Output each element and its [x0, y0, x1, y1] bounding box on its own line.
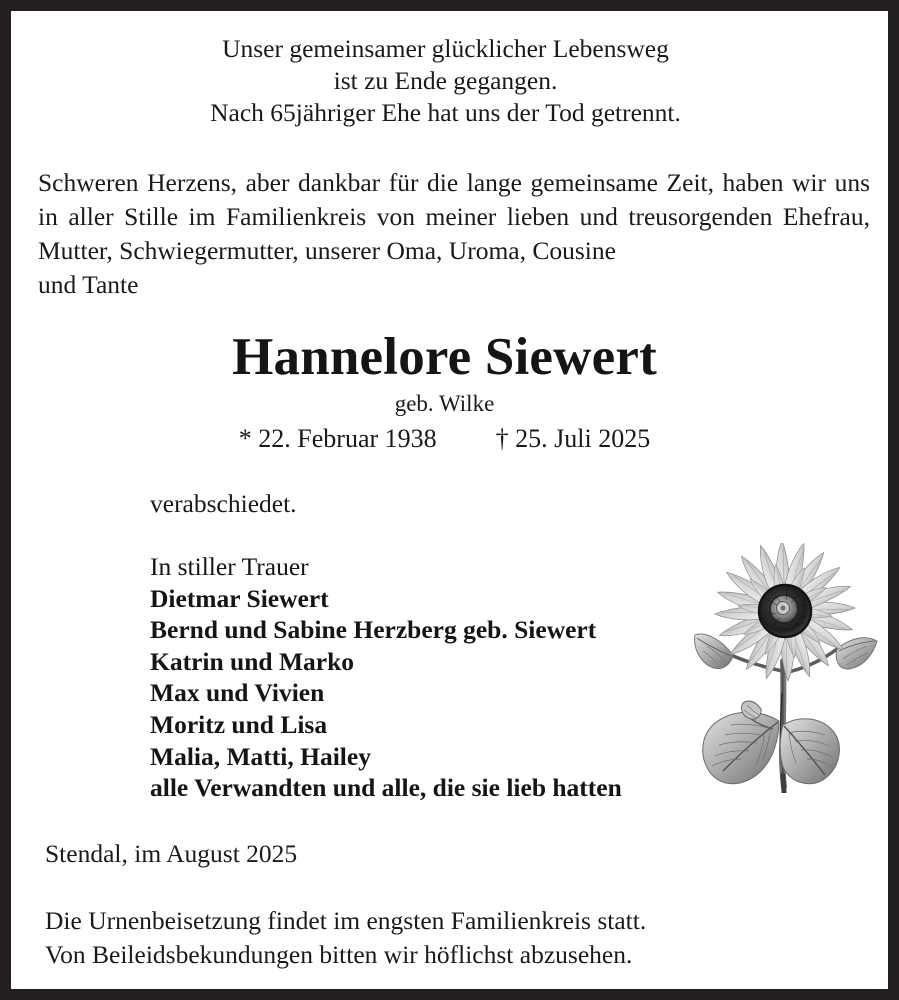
deceased-name-block — [11, 326, 888, 455]
mourners-intro: In stiller Trauer — [150, 552, 309, 581]
mourner-name: Moritz und Lisa — [150, 709, 328, 739]
life-dates — [11, 423, 878, 455]
farewell-text: verabschiedet. — [150, 489, 297, 518]
mourner-name: alle Verwandten und alle, die sie lieb hatten — [150, 773, 622, 803]
closing-line-2: Von Beileidsbekundungen bitten wir höflichst abzusehen. — [45, 940, 633, 969]
mourners-list — [150, 551, 622, 804]
mourner-name: Bernd und Sabine Herzberg geb. Siewert — [150, 615, 597, 645]
deceased-maiden-name: geb. Wilke — [394, 391, 495, 416]
announcement-paragraph — [38, 166, 870, 302]
verse-line-2: ist zu Ende gegangen. — [333, 66, 558, 95]
notice-page — [11, 11, 888, 989]
deceased-full-name: Hannelore Siewert — [232, 328, 657, 386]
mourner-name: Max und Vivien — [150, 678, 325, 708]
announcement-text: Schweren Herzens, aber dankbar für die lange gemeinsame Zeit, haben wir uns in aller Stille im Familienkreis von meiner lieben und treusorgenden Ehefrau, Mutter, Schwiegermutter, unserer Oma, Uroma, Cousine — [38, 168, 870, 265]
verse-line-1: Unser gemeinsamer glücklicher Lebensweg — [222, 34, 669, 63]
mourner-name: Malia, Matti, Hailey — [150, 741, 371, 771]
announcement-last-line: und Tante — [38, 270, 139, 299]
death-date: 25. Juli 2025 — [515, 424, 651, 453]
sunflower-illustration — [687, 543, 887, 793]
death-symbol: † — [495, 424, 509, 453]
mourner-name: Dietmar Siewert — [150, 583, 329, 613]
memorial-verse — [11, 33, 888, 129]
verse-line-3: Nach 65jähriger Ehe hat uns der Tod getrennt. — [210, 98, 681, 127]
mourner-name: Katrin und Marko — [150, 646, 355, 676]
birth-symbol: * — [238, 424, 252, 453]
closing-line-1: Die Urnenbeisetzung findet im engsten Familienkreis statt. — [45, 906, 647, 935]
birth-date: 22. Februar 1938 — [258, 424, 437, 453]
place-and-date: Stendal, im August 2025 — [45, 839, 298, 868]
closing-notes — [45, 904, 646, 972]
